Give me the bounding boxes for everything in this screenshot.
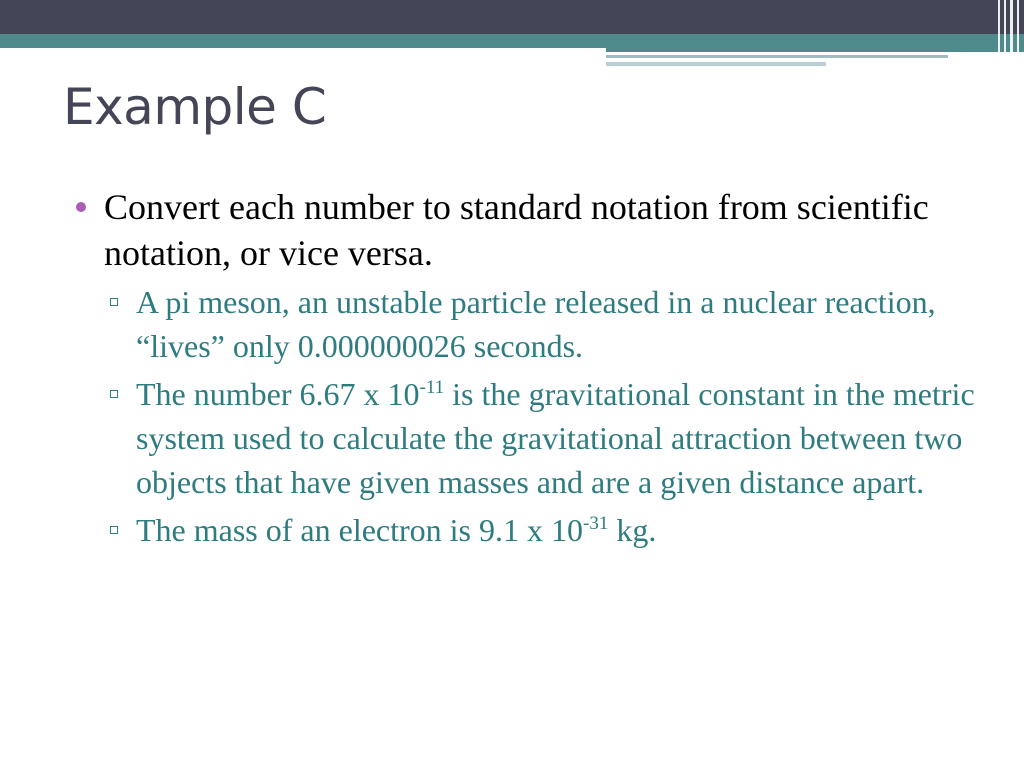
square-bullet-icon — [110, 526, 118, 534]
exponent: -11 — [419, 377, 445, 398]
header-teal-extension — [606, 48, 1024, 52]
main-bullet — [76, 184, 976, 276]
sub-bullet-text-pre: The mass of an electron is 9.1 x 10 — [136, 512, 583, 548]
header-accent-line-short — [606, 62, 826, 66]
exponent: -31 — [583, 513, 609, 534]
sub-bullet-text-pre: The number 6.67 x 10 — [136, 376, 420, 412]
main-bullet-text: Convert each number to standard notation from scientific notation, or vice versa. — [104, 187, 929, 273]
sub-bullet-pi-meson — [76, 280, 976, 368]
sub-bullet-text-post: kg. — [608, 512, 657, 548]
slide-title: Example C — [63, 78, 327, 136]
sub-bullet-text-post: is the gravitational constant in the metric system used to calculate the gravitational attraction between two objects that have given masses and are a given distance apart. — [136, 376, 975, 500]
sub-bullet-gravitational-constant — [76, 372, 976, 504]
bullet-dot-icon — [76, 202, 86, 212]
square-bullet-icon — [110, 298, 118, 306]
header-dark-band — [0, 0, 1024, 34]
header-accent-line — [606, 55, 948, 58]
square-bullet-icon — [110, 390, 118, 398]
header-teal-band — [0, 34, 1024, 48]
slide-content — [76, 184, 976, 552]
sub-bullet-electron-mass — [76, 508, 976, 552]
header-decorative-stripes — [994, 0, 1024, 70]
sub-bullet-text: A pi meson, an unstable particle released in a nuclear reaction, “lives” only 0.000000026 seconds. — [136, 284, 936, 364]
